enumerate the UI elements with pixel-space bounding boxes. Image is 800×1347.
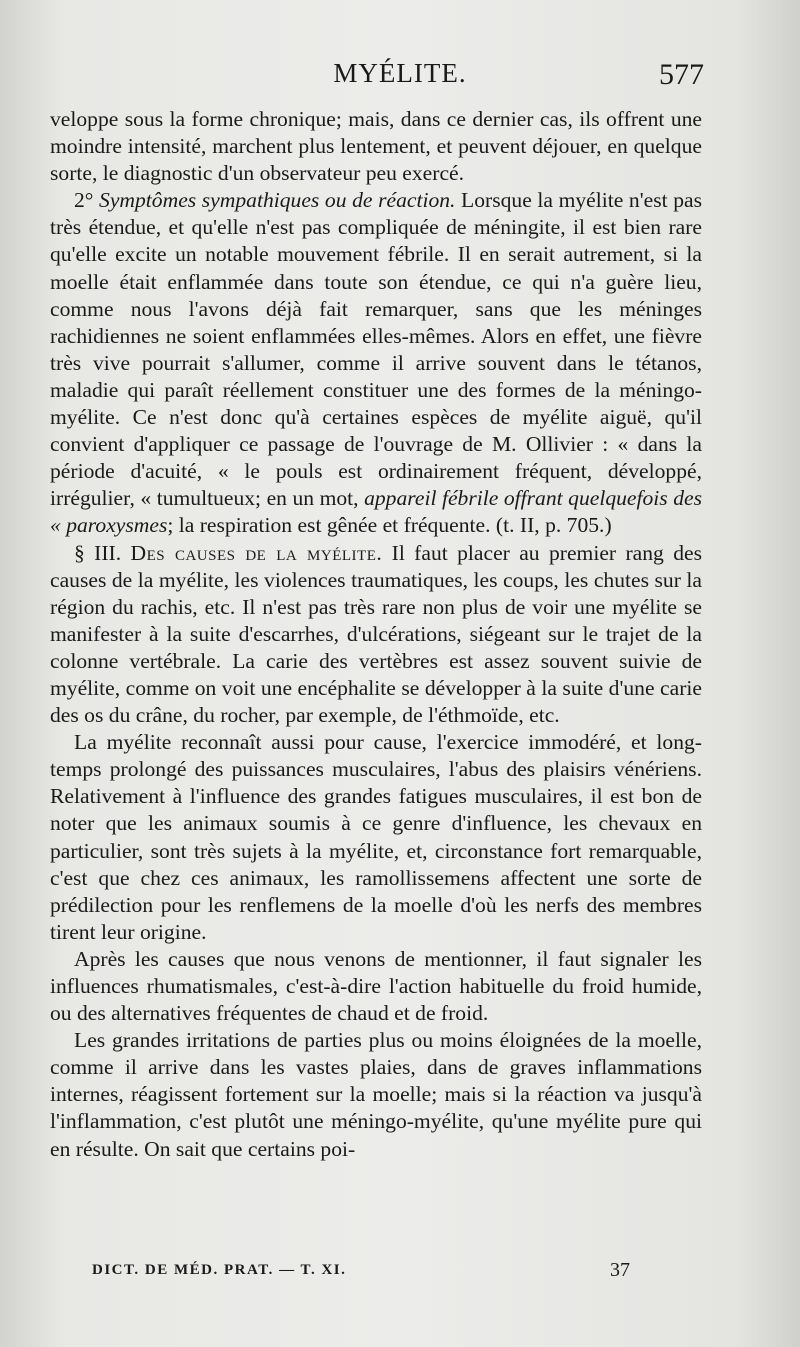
text-run: Il faut placer au premier rang des causes de la myélite, les violences traumatiques, les coups, les chutes sur la région du rachis, etc. Il n'est pas très rare non plus de voir une myélite se manifester à la suite d'escarrhes, d'ulcérations, siégeant sur le trajet de la colonne vertébrale. La carie des vertèbres est assez souvent suivie de myélite, comme on voit une encéphalite se développer à la suite d'une carie des os du crâne, du rocher, par exemple, de l'éthmoïde, etc. [50,540,702,728]
quote-emphasis: appareil fébrile offrant quelquefois des « paroxysmes [50,486,702,538]
paragraph-irritations [50,1027,702,1162]
text-run: veloppe sous la forme chronique; mais, dans ce dernier cas, ils offrent une moindre intensité, marchent plus lentement, et peuvent déjouer, en quelque sorte, le diagnostic d'un observateur peu exercé. [50,107,702,186]
body-text [50,106,702,1163]
section-heading-smallcaps: Des causes de la myélite. [130,540,383,565]
running-head [0,58,800,98]
running-title: MYÉLITE. [333,58,467,88]
printer-signature: DICT. DE MÉD. PRAT. — T. XI. [92,1262,347,1278]
text-run: Les grandes irritations de parties plus ou moins éloignées de la moelle, comme il arrive dans les vastes plaies, dans de graves inflammations internes, réagissent fortement sur la moelle; mais si la réaction va jusqu'à l'inflammation, c'est plutôt une méningo-myélite, qu'une myélite pure qui en résulte. On sait que certains poi- [50,1028,702,1161]
text-run: Lorsque la myélite n'est pas très étendue, et qu'elle n'est pas compliquée de méningite, il est bien rare qu'elle excite un notable mouvement fébrile. Il en serait autrement, si la moelle était enflammée dans toute son étendue, ce qui n'a guère lieu, comme nous l'avons déjà fait remarquer, sans que les méninges rachidiennes ne soient enflammées elles-mêmes. Alors en effet, une fièvre très vive pourrait s'allumer, comme il arrive souvent dans le tétanos, maladie qui paraît réellement constituer une des formes de la méningo-myélite. Ce n'est donc qu'à certaines espèces de myélite aiguë, qu'il convient d'appliquer ce passage de l'ouvrage de M. Ollivier : « dans la période d'acuité, « le pouls est ordinairement fréquent, développé, irrégulier, « tumultueux; en un mot, [50,188,702,511]
text-run: La myélite reconnaît aussi pour cause, l'exercice immodéré, et long-temps prolongé des puissances musculaires, l'abus des plaisirs vénériens. Relativement à l'influence des grandes fatigues musculaires, il est bon de noter que les animaux soumis à ce genre d'influence, les chevaux en particulier, sont très sujets à la myélite, et, circonstance fort remarquable, c'est que chez ces animaux, les ramollissemens affectent une sorte de prédilection pour les renflemens de la moelle d'où les nerfs des membres tirent leur origine. [50,730,702,944]
text-run: Après les causes que nous venons de mentionner, il faut signaler les influences rhumatismales, c'est-à-dire l'action habituelle du froid humide, ou des alternatives fréquentes de chaud et de froid. [50,946,702,1026]
text-run: ; la respiration est gênée et fréquente. (t. II, p. 705.) [167,513,612,538]
paragraph-causes-section [50,540,702,730]
paragraph-rheumatic-causes [50,946,702,1027]
sheet-number: 37 [610,1259,630,1281]
text-run: 2° [74,188,100,213]
page-footer [92,1259,630,1286]
section-heading-italic: Symptômes sympathiques ou de réaction. [99,188,456,213]
page-number: 577 [659,58,704,91]
paragraph-continuation [50,106,702,187]
paragraph-exercise-causes [50,729,702,946]
paragraph-sympathetic-symptoms [50,187,702,539]
section-marker: § III. [74,540,131,565]
